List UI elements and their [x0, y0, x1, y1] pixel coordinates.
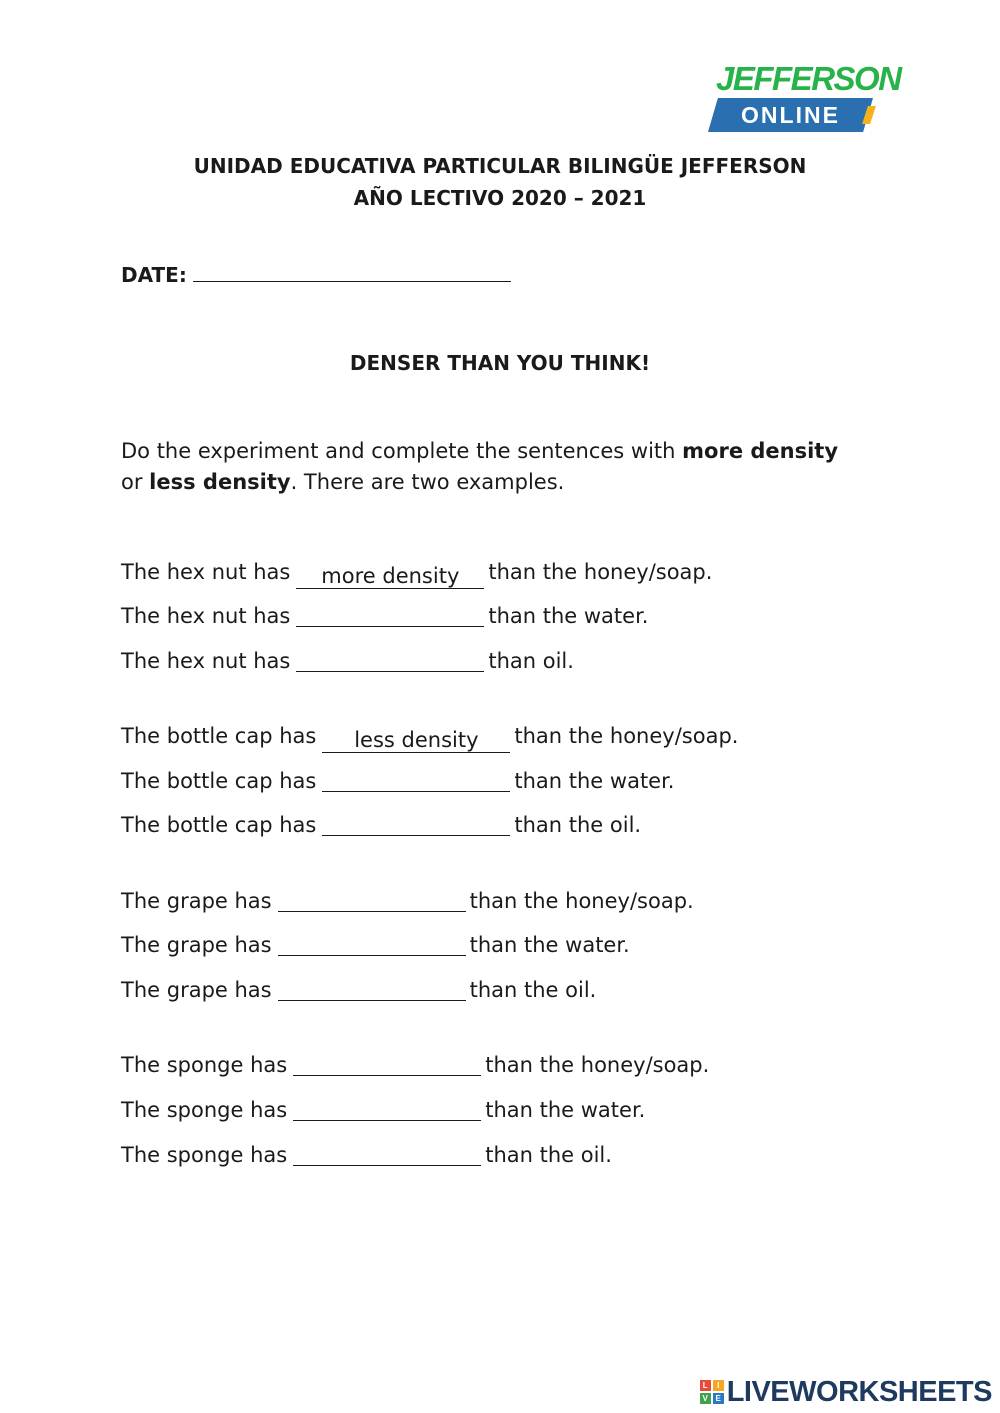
sentence-object: than the honey/soap.	[514, 724, 739, 748]
logo-jefferson-text: JEFFERSON	[716, 60, 901, 97]
sentence-grape-oil	[121, 976, 596, 1004]
sentence-object: than the oil.	[469, 978, 597, 1002]
answer-blank[interactable]	[278, 976, 466, 1001]
worksheet-title: DENSER THAN YOU THINK!	[349, 351, 651, 375]
sentence-subject: The hex nut has	[121, 604, 291, 628]
sentence-subject: The sponge has	[121, 1143, 288, 1167]
sentence-sponge-water	[121, 1096, 645, 1124]
answer-blank[interactable]: less density	[322, 728, 510, 753]
sentence-object: than the honey/soap.	[469, 889, 694, 913]
date-row	[121, 261, 511, 288]
liveworksheets-icon	[700, 1380, 724, 1404]
school-year: AÑO LECTIVO 2020 – 2021	[353, 186, 647, 210]
sentence-object: than the water.	[514, 769, 675, 793]
liveworksheets-text: LIVEWORKSHEETS	[726, 1375, 992, 1408]
sentence-subject: The bottle cap has	[121, 813, 317, 837]
logo-online-text: ONLINE	[741, 102, 840, 128]
instructions-text: . There are two examples.	[290, 470, 565, 494]
sentence-object: than the water.	[488, 604, 649, 628]
sentence-subject: The grape has	[121, 933, 272, 957]
sentence-object: than the oil.	[485, 1143, 612, 1167]
instructions-more-density: more density	[682, 439, 839, 463]
sentence-object: than the honey/soap.	[485, 1053, 710, 1077]
school-name: UNIDAD EDUCATIVA PARTICULAR BILINGÜE JEFFERSON	[193, 154, 807, 178]
liveworksheets-watermark	[700, 1377, 992, 1407]
answer-blank[interactable]	[293, 1051, 481, 1076]
answer-blank[interactable]	[293, 1096, 481, 1121]
sentence-subject: The bottle cap has	[121, 769, 317, 793]
sentence-subject: The sponge has	[121, 1098, 288, 1122]
sentence-hex-nut-honey	[121, 558, 712, 589]
answer-blank[interactable]	[296, 602, 484, 627]
answer-blank[interactable]	[322, 767, 510, 792]
sentence-bottle-cap-oil	[121, 811, 641, 839]
sentence-bottle-cap-honey	[121, 722, 738, 753]
lw-icon-i: I	[713, 1380, 724, 1391]
lw-icon-e: E	[713, 1393, 724, 1404]
answer-blank[interactable]	[293, 1141, 481, 1166]
sentence-object: than the water.	[469, 933, 630, 957]
sentence-sponge-honey	[121, 1051, 709, 1079]
sentence-subject: The hex nut has	[121, 560, 291, 584]
sentence-hex-nut-oil	[121, 647, 574, 675]
sentence-sponge-oil	[121, 1141, 612, 1169]
sentence-object: than the oil.	[514, 813, 642, 837]
sentence-bottle-cap-water	[121, 767, 674, 795]
sentence-subject: The bottle cap has	[121, 724, 317, 748]
instructions-text: or	[121, 470, 150, 494]
sentence-object: than the water.	[485, 1098, 646, 1122]
sentence-subject: The grape has	[121, 889, 272, 913]
sentence-subject: The sponge has	[121, 1053, 288, 1077]
answer-blank[interactable]: more density	[296, 564, 484, 589]
instructions-less-density: less density	[149, 470, 291, 494]
instructions-text: Do the experiment and complete the sentences with	[121, 439, 683, 463]
sentence-object: than oil.	[488, 649, 574, 673]
sentence-object: than the honey/soap.	[488, 560, 713, 584]
answer-blank[interactable]	[278, 887, 466, 912]
answer-blank[interactable]	[322, 811, 510, 836]
sentence-subject: The grape has	[121, 978, 272, 1002]
date-input-line[interactable]	[193, 261, 511, 282]
answer-blank[interactable]	[278, 931, 466, 956]
answer-blank[interactable]	[296, 647, 484, 672]
sentence-grape-water	[121, 931, 630, 959]
lw-icon-v: V	[700, 1393, 711, 1404]
instructions	[121, 436, 841, 498]
date-label: DATE:	[121, 263, 187, 287]
jefferson-online-logo	[708, 60, 901, 134]
sentence-grape-honey	[121, 887, 694, 915]
lw-icon-l: L	[700, 1380, 711, 1391]
sentence-subject: The hex nut has	[121, 649, 291, 673]
sentence-hex-nut-water	[121, 602, 648, 630]
